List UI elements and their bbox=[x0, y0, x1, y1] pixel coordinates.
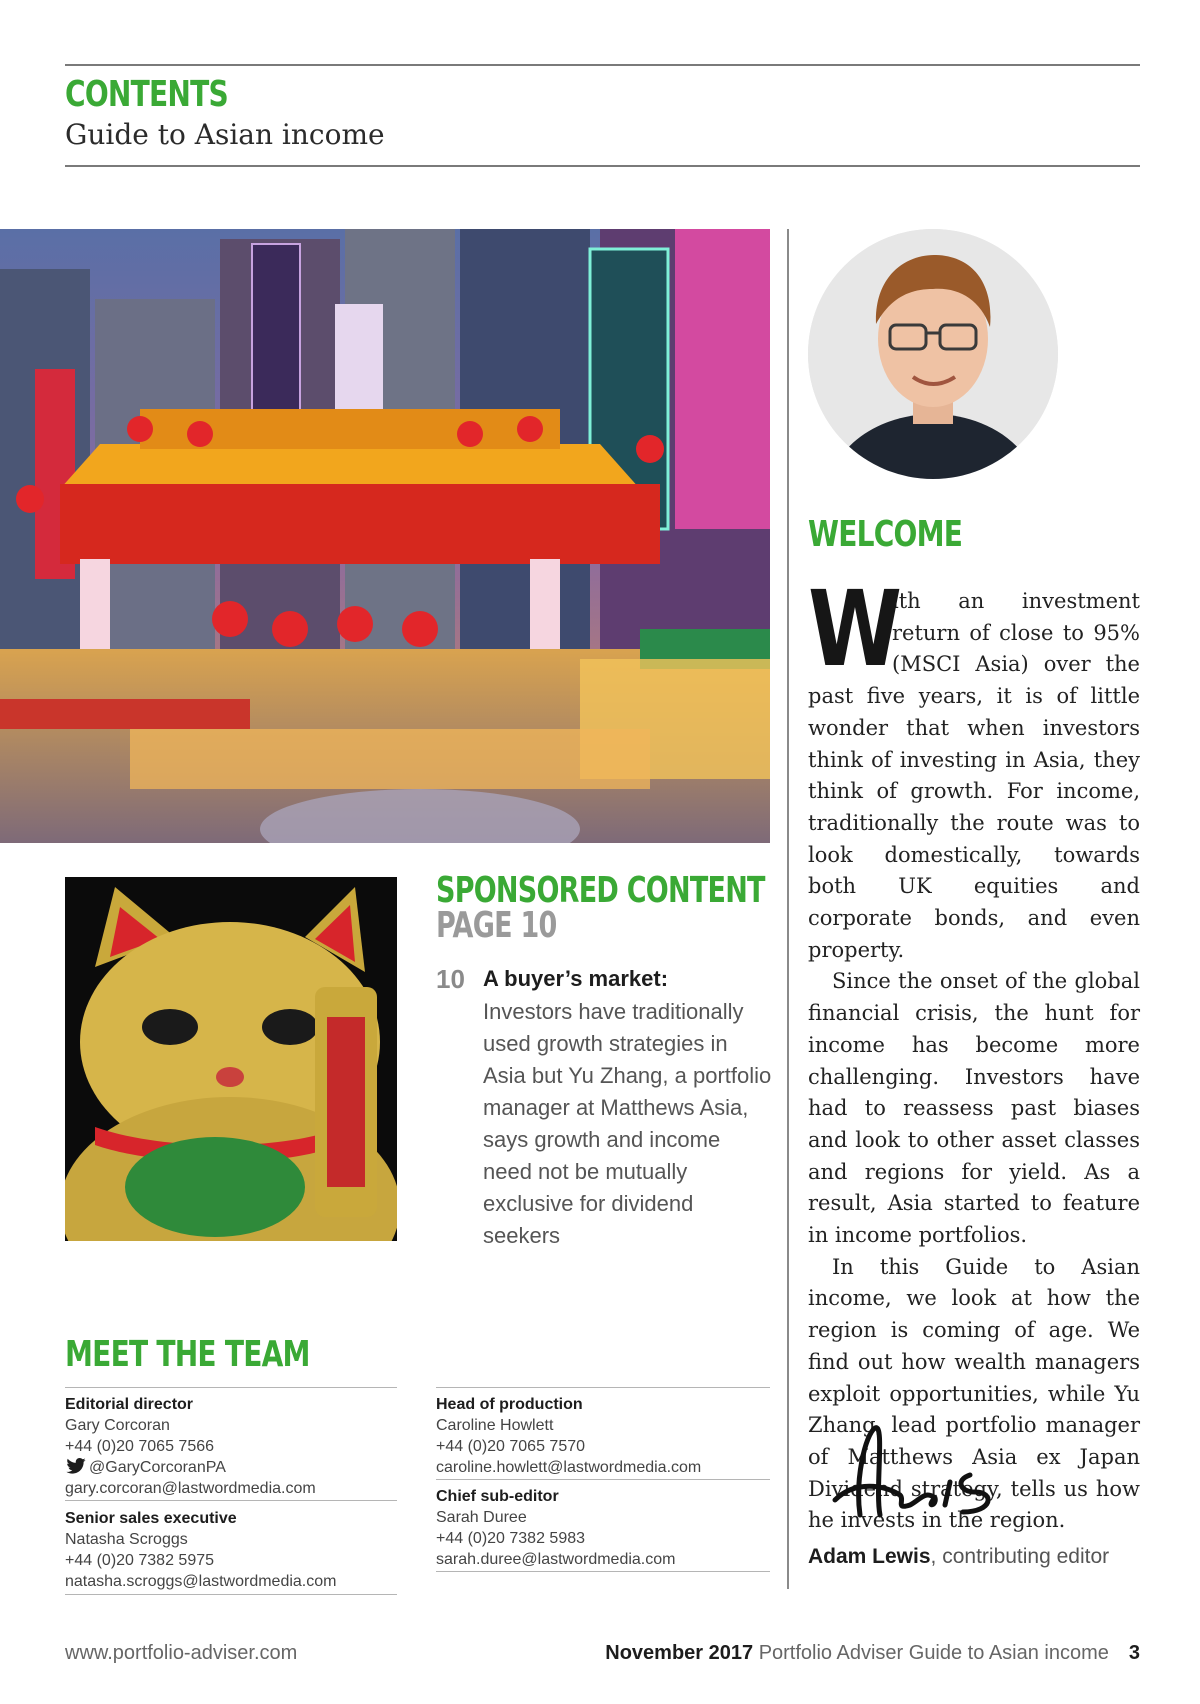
column-divider bbox=[787, 229, 789, 1589]
footer-date: November 2017 bbox=[605, 1642, 754, 1664]
welcome-paragraph-1-text: ith an investment return of close to 95% (MSCI Asia) over the past five years, it is of little wonder that when investors think of investing in Asia, they think of growth. For income, traditionally the route was to look domestically, towards both UK equities and corporate bonds, and even property. bbox=[808, 589, 1140, 962]
team-phone: +44 (0)20 7065 7566 bbox=[65, 1438, 215, 1455]
team-member bbox=[65, 1508, 397, 1592]
team-heading: MEET THE TEAM bbox=[65, 1334, 310, 1375]
editor-name: Adam Lewis bbox=[808, 1545, 931, 1568]
team-phone: +44 (0)20 7065 7570 bbox=[436, 1438, 586, 1455]
header-bottom-rule bbox=[65, 165, 1140, 167]
team-rule bbox=[65, 1500, 397, 1501]
footer-publication bbox=[605, 1642, 1140, 1665]
twitter-icon bbox=[65, 1458, 87, 1474]
article-page-number: 10 bbox=[436, 964, 465, 994]
welcome-paragraph-2: Since the onset of the global financial crisis, the hunt for income has become more challenging. Investors have had to reassess past biases and look to other asset classes and regions for yield. As a result, Asia started to feature in income portfolios. bbox=[808, 969, 1140, 1248]
lucky-cat-photo bbox=[65, 877, 397, 1241]
page-number: 3 bbox=[1128, 1642, 1140, 1664]
team-name: Natasha Scroggs bbox=[65, 1531, 188, 1548]
editor-role: , contributing editor bbox=[930, 1545, 1110, 1568]
editor-signature bbox=[825, 1420, 1035, 1530]
team-twitter[interactable] bbox=[65, 1457, 397, 1478]
team-role: Senior sales executive bbox=[65, 1510, 237, 1527]
footer-title: Portfolio Adviser Guide to Asian income bbox=[758, 1642, 1109, 1664]
team-rule bbox=[436, 1479, 770, 1480]
team-email[interactable]: gary.corcoran@lastwordmedia.com bbox=[65, 1480, 316, 1497]
welcome-body bbox=[808, 568, 1140, 1537]
team-email[interactable]: sarah.duree@lastwordmedia.com bbox=[436, 1551, 676, 1568]
article-description: Investors have traditionally used growth strategies in Asia but Yu Zhang, a portfolio manager at Matthews Asia, says growth and income need not be mutually exclusive for dividend seekers bbox=[483, 999, 772, 1248]
sponsored-page-label: PAGE 10 bbox=[436, 905, 557, 946]
welcome-paragraph-3: In this Guide to Asian income, we look at how the region is coming of age. We find out how wealth managers exploit opportunities, while Yu Zhang, lead portfolio manager of Matthews Asia ex Japan Dividend strategy, tells us how he invests in the region. bbox=[808, 1254, 1140, 1533]
team-name: Sarah Duree bbox=[436, 1509, 527, 1526]
page-subtitle: Guide to Asian income bbox=[65, 118, 385, 151]
team-phone: +44 (0)20 7382 5983 bbox=[436, 1530, 586, 1547]
team-rule bbox=[436, 1571, 770, 1572]
team-rule bbox=[65, 1387, 397, 1388]
drop-cap: W bbox=[808, 568, 903, 690]
contents-label: CONTENTS bbox=[65, 74, 228, 115]
team-phone: +44 (0)20 7382 5975 bbox=[65, 1552, 215, 1569]
team-twitter-handle[interactable]: @GaryCorcoranPA bbox=[89, 1459, 226, 1476]
team-email[interactable]: caroline.howlett@lastwordmedia.com bbox=[436, 1459, 702, 1476]
team-member bbox=[65, 1394, 397, 1499]
footer-url[interactable]: www.portfolio-adviser.com bbox=[65, 1642, 298, 1664]
team-member bbox=[436, 1486, 770, 1570]
team-name: Caroline Howlett bbox=[436, 1417, 554, 1434]
header-top-rule bbox=[65, 64, 1140, 66]
team-role: Head of production bbox=[436, 1396, 583, 1413]
sponsored-heading: SPONSORED CONTENT bbox=[436, 870, 765, 911]
team-email[interactable]: natasha.scroggs@lastwordmedia.com bbox=[65, 1573, 337, 1590]
team-role: Chief sub-editor bbox=[436, 1488, 559, 1505]
editor-credit bbox=[808, 1545, 1109, 1569]
team-name: Gary Corcoran bbox=[65, 1417, 170, 1434]
welcome-heading: WELCOME bbox=[808, 514, 963, 555]
night-market-photo bbox=[0, 229, 770, 843]
team-rule bbox=[436, 1387, 770, 1388]
welcome-paragraph-1 bbox=[808, 568, 1140, 966]
team-role: Editorial director bbox=[65, 1396, 194, 1413]
team-rule bbox=[65, 1594, 397, 1595]
editor-portrait bbox=[808, 229, 1058, 479]
team-member bbox=[436, 1394, 770, 1478]
article-title[interactable]: A buyer’s market: bbox=[483, 966, 669, 991]
